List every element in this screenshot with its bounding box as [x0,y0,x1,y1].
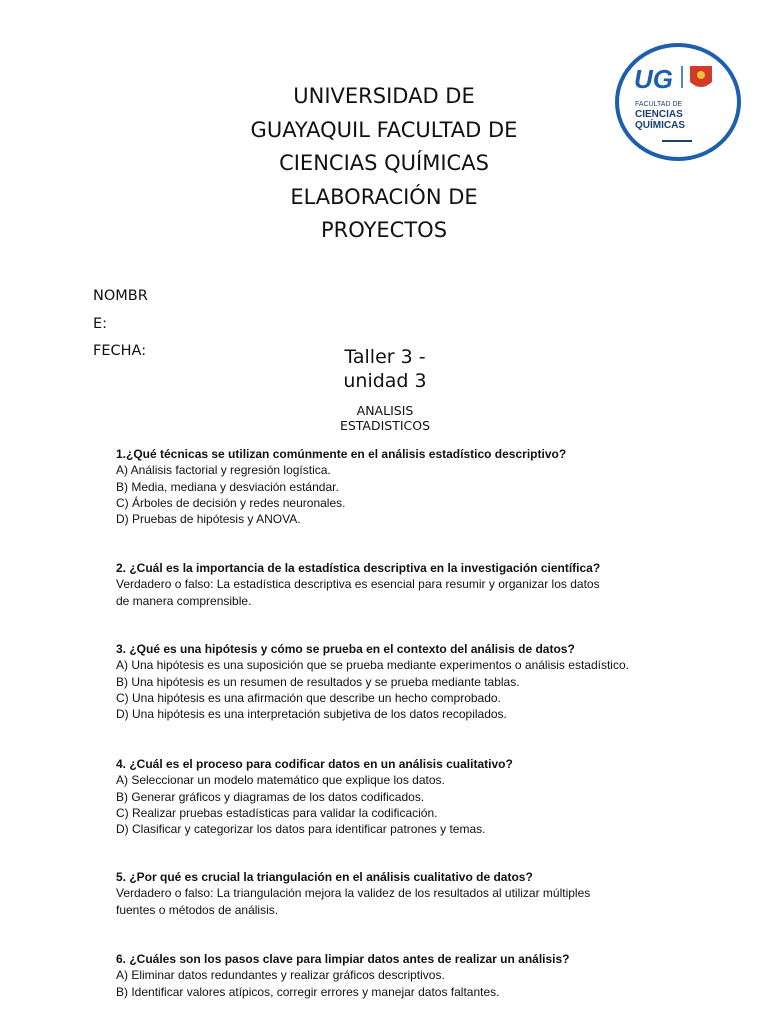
question-text: de manera comprensible. [116,593,252,608]
question-option: C) Una hipótesis es una afirmación que describe un hecho comprobado. [116,690,501,705]
question-3 [116,641,676,722]
question-option: A) Análisis factorial y regresión logística. [116,463,331,478]
question-6 [116,951,676,1000]
question-title: 1.¿Qué técnicas se utilizan comúnmente en el análisis estadístico descriptivo? [116,447,567,461]
workshop-heading-line: Taller 3 - [344,346,426,368]
question-title: 3. ¿Qué es una hipótesis y cómo se prueba en el contexto del análisis de datos? [116,642,575,656]
workshop-subtitle [300,403,470,433]
question-text: fuentes o métodos de análisis. [116,902,279,917]
question-5 [116,869,676,918]
question-text: Verdadero o falso: La estadística descriptiva es esencial para resumir y organizar los datos [116,577,600,592]
question-option: B) Identificar valores atípicos, corregir errores y manejar datos faltantes. [116,984,500,999]
document-title [234,80,534,248]
question-option: D) Pruebas de hipótesis y ANOVA. [116,512,301,527]
question-option: A) Seleccionar un modelo matemático que explique los datos. [116,773,445,788]
date-label: FECHA: [93,343,147,359]
title-line: ELABORACIÓN DE [290,184,478,209]
name-label: NOMBR [93,288,148,304]
question-title: 5. ¿Por qué es crucial la triangulación en el análisis cualitativo de datos? [116,870,533,884]
title-line: GUAYAQUIL FACULTAD DE [250,117,518,142]
title-line: CIENCIAS QUÍMICAS [279,151,489,175]
question-option: C) Árboles de decisión y redes neuronales. [116,495,346,510]
question-option: D) Clasificar y categorizar los datos para identificar patrones y temas. [116,822,486,837]
title-line: UNIVERSIDAD DE [293,84,475,108]
logo-ug-text: UG [634,64,673,94]
workshop-heading [300,345,470,393]
question-text: Verdadero o falso: La triangulación mejora la validez de los resultados al utilizar múltiples [116,886,591,901]
question-option: C) Realizar pruebas estadísticas para validar la codificación. [116,805,438,820]
question-title: 6. ¿Cuáles son los pasos clave para limpiar datos antes de realizar un análisis? [116,952,570,966]
faculty-logo [614,42,742,162]
question-option: A) Una hipótesis es una suposición que se prueba mediante experimentos o análisis estadístico. [116,658,629,673]
logo-facultad-text: FACULTAD DE [635,101,683,108]
workshop-heading-line: unidad 3 [343,370,427,392]
question-title: 4. ¿Cuál es el proceso para codificar datos en un análisis cualitativo? [116,757,513,771]
question-option: A) Eliminar datos redundantes y realizar gráficos descriptivos. [116,968,445,983]
title-line: PROYECTOS [320,218,448,242]
question-option: B) Generar gráficos y diagramas de los datos codificados. [116,789,425,804]
logo-quimicas-text: QUÍMICAS [635,120,685,131]
name-label-cont: E: [93,316,108,332]
logo-graphic [614,42,742,162]
subtitle-line: ANALISIS [356,403,414,418]
subtitle-line: ESTADISTICOS [339,418,431,433]
logo-ciencias-text: CIENCIAS [635,109,683,120]
question-title: 2. ¿Cuál es la importancia de la estadística descriptiva en la investigación científica? [116,561,601,575]
question-option: B) Una hipótesis es un resumen de resultados y se prueba mediante tablas. [116,674,520,689]
question-1 [116,446,676,527]
question-option: D) Una hipótesis es una interpretación subjetiva de los datos recopilados. [116,707,507,722]
question-4 [116,756,676,837]
question-option: B) Media, mediana y desviación estándar. [116,479,339,494]
question-2 [116,560,676,609]
